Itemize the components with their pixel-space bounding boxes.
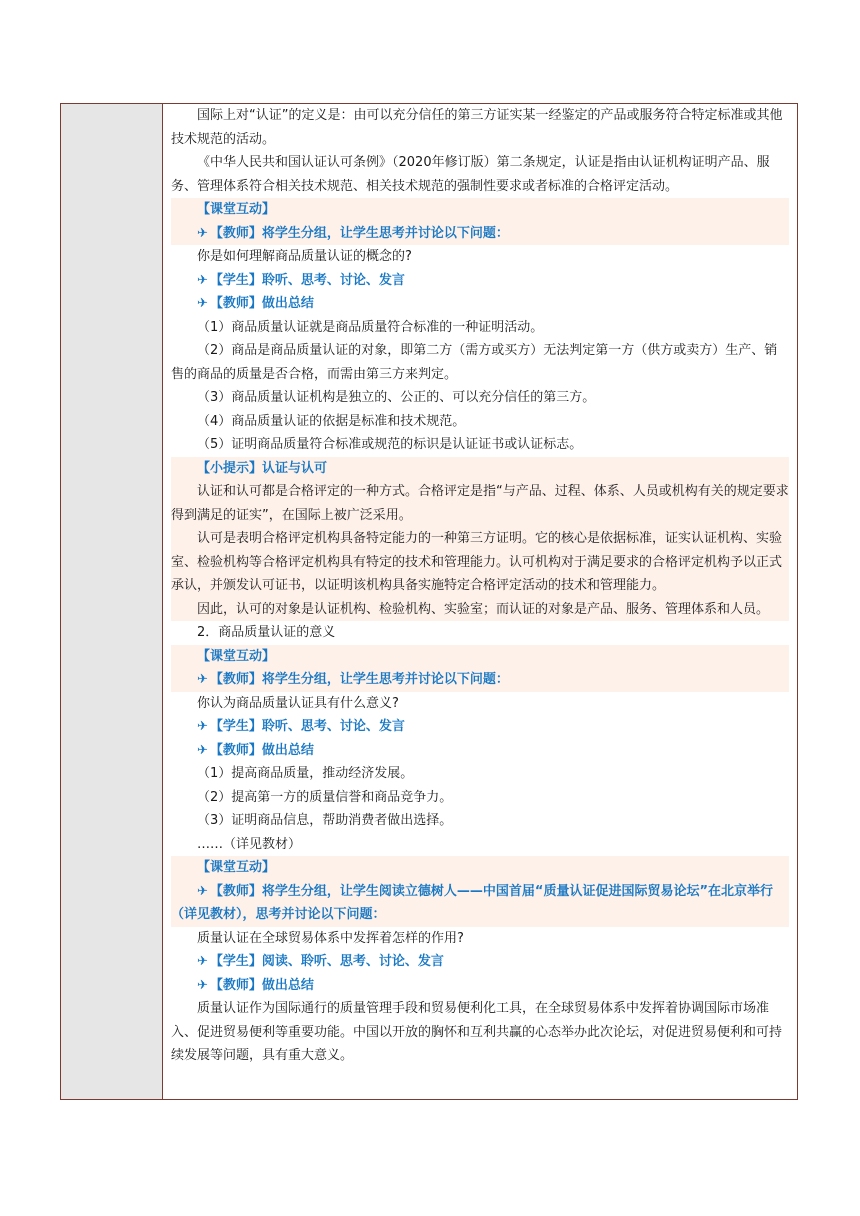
content-column [163, 104, 797, 1099]
interaction-block-2 [171, 645, 789, 692]
summary-paragraph: 质量认证作为国际通行的质量管理手段和贸易便利化工具，在全球贸易体系中发挥着协调国际市场准入、促进贸易便利等重要功能。中国以开放的胸怀和互利共赢的心态举办此次论坛，对促进贸易便利和可持续发展等问题，具有重大意义。 [171, 1001, 783, 1063]
intro-paragraph-2: 《中华人民共和国认证认可条例》（2020年修订版）第二条规定，认证是指由认证机构证明产品、服务、管理体系符合相关技术规范、相关技术规范的强制性要求或者标准的合格评定活动。 [171, 155, 770, 194]
teacher-summary-line: ✈ 【教师】做出总结 [197, 742, 314, 758]
airplane-icon: ✈ [197, 954, 208, 969]
tip-paragraph-2: 认可是表明合格评定机构具备特定能力的一种第三方证明。它的核心是依据标准，证实认证机构、实验室、检验机构等合格评定机构具有特定的技术和管理能力。认可机构对于满足要求的合格评定机构予以正式承认，并颁发认可证书，以证明该机构具备实施特定合格评定活动的技术和管理能力。 [171, 531, 783, 593]
interaction-label: 【课堂互动】 [197, 202, 276, 217]
point-item: （1）商品质量认证就是商品质量符合标准的一种证明活动。 [197, 319, 544, 335]
point-item: （4）商品质量认证的依据是标准和技术规范。 [197, 413, 466, 429]
section-heading: 2．商品质量认证的意义 [197, 625, 336, 640]
discussion-question: 你是如何理解商品质量认证的概念的? [197, 249, 412, 264]
tip-paragraph-3: 因此，认可的对象是认证机构、检验机构、实验室；而认证的对象是产品、服务、管理体系和人员。 [197, 601, 770, 617]
teacher-question-line: ✈ 【教师】将学生分组，让学生阅读立德树人——中国首届“质量认证促进国际贸易论坛”在北京举行（详见教材），思考并讨论以下问题： [171, 883, 773, 922]
student-line: ✈ 【学生】聆听、思考、讨论、发言 [197, 272, 405, 288]
discussion-question: 质量认证在全球贸易体系中发挥着怎样的作用? [197, 930, 464, 946]
interaction-block-3 [171, 856, 789, 927]
tip-block [171, 457, 789, 622]
airplane-icon: ✈ [197, 742, 208, 758]
point-item: （3）商品质量认证机构是独立的、公正的、可以充分信任的第三方。 [197, 390, 596, 405]
intro-paragraph-1: 国际上对“认证”的定义是：由可以充分信任的第三方证实某一经鉴定的产品或服务符合特定标准或其他技术规范的活动。 [171, 108, 783, 147]
discussion-question: 你认为商品质量认证具有什么意义? [197, 695, 399, 711]
airplane-icon: ✈ [197, 225, 208, 241]
more-details-note: ……（详见教材） [197, 836, 302, 852]
interaction-label: 【课堂互动】 [197, 648, 276, 664]
airplane-icon: ✈ [197, 272, 208, 288]
airplane-icon: ✈ [197, 719, 208, 734]
point-item: （2）提高第一方的质量信誉和商品竞争力。 [197, 789, 453, 805]
student-line: ✈ 【学生】阅读、聆听、思考、讨论、发言 [197, 954, 444, 969]
point-item: （3）证明商品信息，帮助消费者做出选择。 [197, 813, 453, 828]
airplane-icon: ✈ [197, 977, 208, 993]
teacher-question-line: ✈ 【教师】将学生分组，让学生思考并讨论以下问题： [197, 672, 509, 687]
teacher-summary-line: ✈ 【教师】做出总结 [197, 977, 314, 993]
interaction-label: 【课堂互动】 [197, 860, 276, 875]
point-item: （5）证明商品质量符合标准或规范的标识是认证证书或认证标志。 [197, 437, 583, 452]
airplane-icon: ✈ [197, 883, 208, 899]
teacher-summary-line: ✈ 【教师】做出总结 [197, 296, 314, 311]
teacher-question-line: ✈ 【教师】将学生分组，让学生思考并讨论以下问题： [197, 225, 509, 241]
tip-label: 【小提示】认证与认可 [197, 460, 328, 476]
interaction-block-1 [171, 198, 789, 245]
left-column [61, 104, 163, 1099]
airplane-icon: ✈ [197, 672, 208, 687]
lesson-table [60, 103, 798, 1100]
airplane-icon: ✈ [197, 296, 208, 311]
point-item: （2）商品是商品质量认证的对象，即第二方（需方或买方）无法判定第一方（供方或卖方）生产、销售的商品的质量是否合格，而需由第三方来判定。 [171, 343, 778, 382]
point-item: （1）提高商品质量，推动经济发展。 [197, 766, 414, 781]
student-line: ✈ 【学生】聆听、思考、讨论、发言 [197, 719, 405, 734]
tip-paragraph-1: 认证和认可都是合格评定的一种方式。合格评定是指“与产品、过程、体系、人员或机构有关的规定要求得到满足的证实”，在国际上被广泛采用。 [171, 484, 789, 523]
